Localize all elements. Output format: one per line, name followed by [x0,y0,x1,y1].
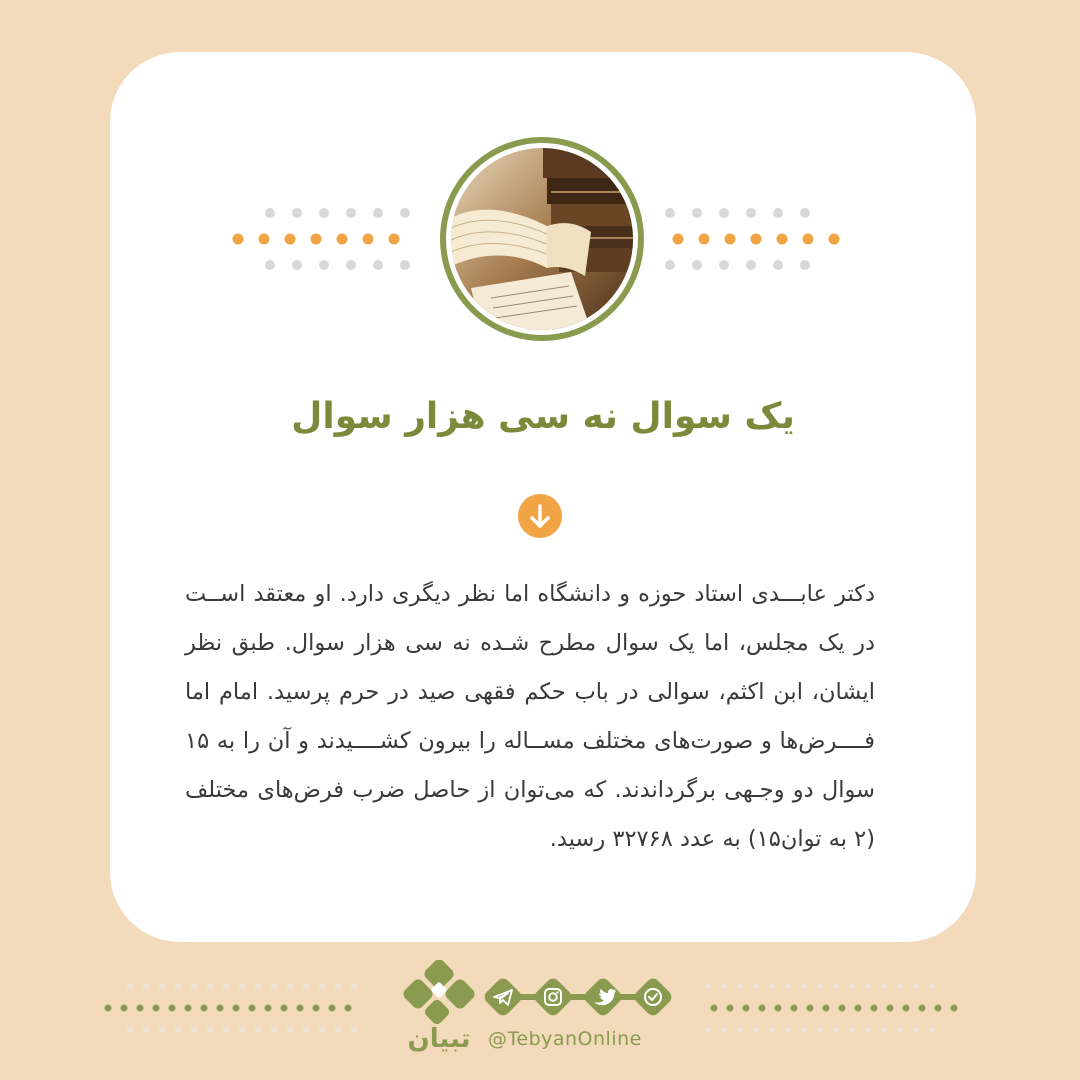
scroll-down-button[interactable] [518,494,562,538]
footer-dots-right [700,980,970,1036]
footer-dots-left [100,980,375,1036]
decorative-dots-right [662,205,852,275]
social-handle[interactable]: @TebyanOnline [488,1028,642,1050]
books-photo [451,148,633,330]
post-title: یک سوال نه سی هزار سوال [291,396,795,437]
brand-name: تبیان [407,1024,471,1054]
twitter-icon[interactable] [584,978,622,1016]
telegram-icon[interactable] [484,978,522,1016]
tebyan-logo-icon [398,960,480,1024]
post-body: دکتر عابـــدی استاد حوزه و دانشگاه اما نظر دیگری دارد. او معتقد اســت در یک مجلس، اما یک سوال مطرح شـده نه سی هزار سوال. طبق نظر ایشان، ابن اکثم، سوالی در باب حکم فقهی صید در حرم پرسید. امام اما فــــرض‌ها و صورت‌های مختلف مســاله را بیرون کشــــیدند و آن را به ۱۵ سوال دو وجـهی برگرداندند. که می‌توان از حاصل ضرب فرض‌های مختلف (۲ به توان۱۵) به عدد ۳۲۷۶۸ رسید. [185,581,875,852]
verified-icon[interactable] [634,978,672,1016]
instagram-icon[interactable] [534,978,572,1016]
arrow-down-icon [518,494,562,538]
decorative-dots-left [230,205,420,275]
books-photo-frame [440,137,644,341]
